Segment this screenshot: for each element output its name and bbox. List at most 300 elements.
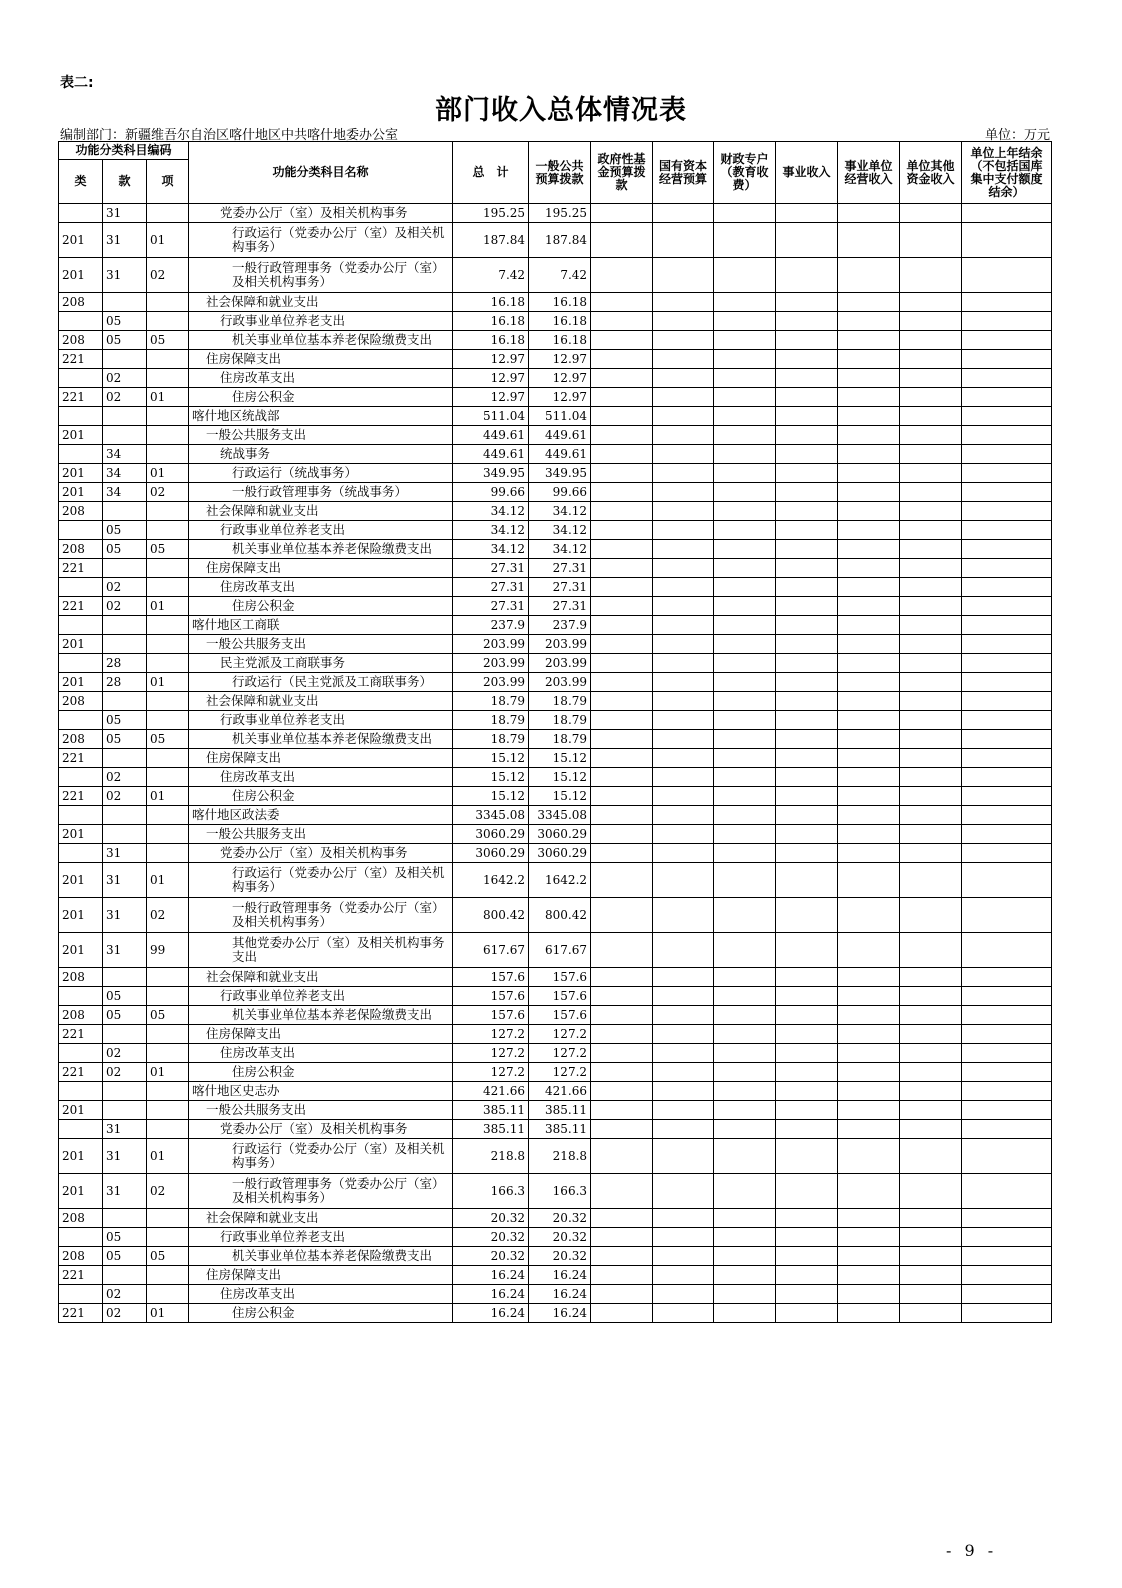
header-name: 功能分类科目名称 bbox=[189, 142, 453, 204]
cell-name: 住房保障支出 bbox=[189, 1025, 453, 1044]
cell-lei: 201 bbox=[59, 933, 103, 968]
cell-total: 15.12 bbox=[453, 768, 529, 787]
cell-gov-fund bbox=[591, 350, 653, 369]
cell-business-income bbox=[838, 502, 900, 521]
table-row bbox=[59, 749, 1052, 768]
cell-total: 617.67 bbox=[453, 933, 529, 968]
cell-gov-fund bbox=[591, 1247, 653, 1266]
cell-career-income bbox=[776, 635, 838, 654]
cell-fiscal-special bbox=[714, 331, 776, 350]
cell-carryover bbox=[962, 968, 1052, 987]
cell-xiang bbox=[147, 616, 189, 635]
cell-lei bbox=[59, 768, 103, 787]
cell-business-income bbox=[838, 673, 900, 692]
cell-name: 喀什地区统战部 bbox=[189, 407, 453, 426]
cell-state-capital bbox=[653, 331, 714, 350]
cell-xiang bbox=[147, 1120, 189, 1139]
cell-total: 16.24 bbox=[453, 1266, 529, 1285]
cell-business-income bbox=[838, 730, 900, 749]
cell-other-income bbox=[900, 844, 962, 863]
cell-kuan bbox=[103, 1025, 147, 1044]
cell-business-income bbox=[838, 1228, 900, 1247]
cell-general-budget: 18.79 bbox=[529, 692, 591, 711]
cell-carryover bbox=[962, 1044, 1052, 1063]
cell-carryover bbox=[962, 597, 1052, 616]
cell-state-capital bbox=[653, 1063, 714, 1082]
cell-lei: 208 bbox=[59, 692, 103, 711]
table-row bbox=[59, 692, 1052, 711]
cell-general-budget: 511.04 bbox=[529, 407, 591, 426]
cell-other-income bbox=[900, 483, 962, 502]
table-row bbox=[59, 673, 1052, 692]
cell-name: 喀什地区政法委 bbox=[189, 806, 453, 825]
cell-kuan: 05 bbox=[103, 730, 147, 749]
cell-name: 其他党委办公厅（室）及相关机构事务支出 bbox=[189, 933, 453, 968]
cell-state-capital bbox=[653, 350, 714, 369]
cell-xiang: 01 bbox=[147, 464, 189, 483]
cell-xiang bbox=[147, 293, 189, 312]
cell-other-income bbox=[900, 692, 962, 711]
table-row bbox=[59, 898, 1052, 933]
header-career-income: 事业收入 bbox=[776, 142, 838, 204]
cell-other-income bbox=[900, 1285, 962, 1304]
cell-kuan bbox=[103, 692, 147, 711]
cell-total: 157.6 bbox=[453, 987, 529, 1006]
cell-lei bbox=[59, 445, 103, 464]
cell-career-income bbox=[776, 223, 838, 258]
cell-gov-fund bbox=[591, 369, 653, 388]
cell-other-income bbox=[900, 223, 962, 258]
cell-total: 800.42 bbox=[453, 898, 529, 933]
header-total: 总 计 bbox=[453, 142, 529, 204]
cell-carryover bbox=[962, 1025, 1052, 1044]
cell-business-income bbox=[838, 1063, 900, 1082]
cell-general-budget: 20.32 bbox=[529, 1228, 591, 1247]
cell-other-income bbox=[900, 987, 962, 1006]
cell-fiscal-special bbox=[714, 1006, 776, 1025]
table-row bbox=[59, 1025, 1052, 1044]
cell-gov-fund bbox=[591, 933, 653, 968]
table-row bbox=[59, 933, 1052, 968]
cell-carryover bbox=[962, 407, 1052, 426]
cell-business-income bbox=[838, 1209, 900, 1228]
cell-business-income bbox=[838, 293, 900, 312]
cell-xiang: 01 bbox=[147, 673, 189, 692]
cell-general-budget: 3345.08 bbox=[529, 806, 591, 825]
cell-fiscal-special bbox=[714, 350, 776, 369]
cell-career-income bbox=[776, 787, 838, 806]
cell-career-income bbox=[776, 968, 838, 987]
cell-xiang bbox=[147, 968, 189, 987]
cell-career-income bbox=[776, 1082, 838, 1101]
cell-total: 16.24 bbox=[453, 1304, 529, 1323]
cell-fiscal-special bbox=[714, 559, 776, 578]
cell-xiang: 02 bbox=[147, 483, 189, 502]
cell-business-income bbox=[838, 407, 900, 426]
cell-other-income bbox=[900, 1025, 962, 1044]
cell-general-budget: 16.18 bbox=[529, 312, 591, 331]
cell-business-income bbox=[838, 1120, 900, 1139]
cell-total: 511.04 bbox=[453, 407, 529, 426]
cell-total: 27.31 bbox=[453, 559, 529, 578]
table-row bbox=[59, 521, 1052, 540]
cell-gov-fund bbox=[591, 1044, 653, 1063]
cell-carryover bbox=[962, 204, 1052, 223]
cell-state-capital bbox=[653, 1082, 714, 1101]
table-row bbox=[59, 597, 1052, 616]
cell-total: 127.2 bbox=[453, 1025, 529, 1044]
cell-fiscal-special bbox=[714, 898, 776, 933]
cell-career-income bbox=[776, 578, 838, 597]
cell-carryover bbox=[962, 1228, 1052, 1247]
cell-total: 34.12 bbox=[453, 521, 529, 540]
cell-business-income bbox=[838, 933, 900, 968]
cell-state-capital bbox=[653, 1247, 714, 1266]
cell-career-income bbox=[776, 1025, 838, 1044]
header-gov-fund: 政府性基金预算拨款 bbox=[591, 142, 653, 204]
cell-fiscal-special bbox=[714, 407, 776, 426]
cell-carryover bbox=[962, 426, 1052, 445]
table-row bbox=[59, 223, 1052, 258]
cell-xiang: 05 bbox=[147, 540, 189, 559]
cell-general-budget: 203.99 bbox=[529, 654, 591, 673]
cell-fiscal-special bbox=[714, 968, 776, 987]
cell-name: 一般行政管理事务（党委办公厅（室）及相关机构事务） bbox=[189, 1174, 453, 1209]
cell-gov-fund bbox=[591, 1025, 653, 1044]
table-row bbox=[59, 1209, 1052, 1228]
cell-general-budget: 385.11 bbox=[529, 1120, 591, 1139]
cell-lei bbox=[59, 1044, 103, 1063]
cell-state-capital bbox=[653, 464, 714, 483]
cell-gov-fund bbox=[591, 898, 653, 933]
cell-total: 20.32 bbox=[453, 1228, 529, 1247]
cell-state-capital bbox=[653, 692, 714, 711]
cell-total: 3060.29 bbox=[453, 825, 529, 844]
cell-fiscal-special bbox=[714, 445, 776, 464]
cell-state-capital bbox=[653, 654, 714, 673]
cell-kuan: 31 bbox=[103, 844, 147, 863]
cell-total: 15.12 bbox=[453, 749, 529, 768]
cell-state-capital bbox=[653, 1285, 714, 1304]
cell-other-income bbox=[900, 863, 962, 898]
cell-fiscal-special bbox=[714, 293, 776, 312]
cell-xiang: 05 bbox=[147, 331, 189, 350]
cell-state-capital bbox=[653, 768, 714, 787]
cell-other-income bbox=[900, 464, 962, 483]
cell-business-income bbox=[838, 1006, 900, 1025]
cell-name: 民主党派及工商联事务 bbox=[189, 654, 453, 673]
cell-name: 党委办公厅（室）及相关机构事务 bbox=[189, 204, 453, 223]
cell-name: 一般行政管理事务（党委办公厅（室）及相关机构事务） bbox=[189, 258, 453, 293]
cell-state-capital bbox=[653, 578, 714, 597]
table-row bbox=[59, 540, 1052, 559]
cell-other-income bbox=[900, 711, 962, 730]
cell-business-income bbox=[838, 711, 900, 730]
cell-business-income bbox=[838, 559, 900, 578]
cell-state-capital bbox=[653, 223, 714, 258]
cell-career-income bbox=[776, 825, 838, 844]
cell-other-income bbox=[900, 597, 962, 616]
table-row bbox=[59, 464, 1052, 483]
cell-carryover bbox=[962, 1082, 1052, 1101]
cell-kuan bbox=[103, 559, 147, 578]
cell-business-income bbox=[838, 540, 900, 559]
cell-carryover bbox=[962, 540, 1052, 559]
cell-carryover bbox=[962, 1120, 1052, 1139]
cell-state-capital bbox=[653, 312, 714, 331]
cell-lei: 201 bbox=[59, 426, 103, 445]
cell-total: 218.8 bbox=[453, 1139, 529, 1174]
cell-fiscal-special bbox=[714, 1044, 776, 1063]
cell-career-income bbox=[776, 388, 838, 407]
cell-kuan: 34 bbox=[103, 483, 147, 502]
cell-kuan: 31 bbox=[103, 933, 147, 968]
cell-business-income bbox=[838, 1285, 900, 1304]
cell-general-budget: 27.31 bbox=[529, 559, 591, 578]
cell-carryover bbox=[962, 616, 1052, 635]
cell-gov-fund bbox=[591, 483, 653, 502]
cell-state-capital bbox=[653, 1174, 714, 1209]
cell-kuan: 05 bbox=[103, 1228, 147, 1247]
cell-xiang bbox=[147, 654, 189, 673]
cell-fiscal-special bbox=[714, 483, 776, 502]
cell-kuan: 31 bbox=[103, 863, 147, 898]
cell-xiang bbox=[147, 1228, 189, 1247]
table-row bbox=[59, 426, 1052, 445]
cell-fiscal-special bbox=[714, 711, 776, 730]
cell-name: 住房保障支出 bbox=[189, 559, 453, 578]
cell-gov-fund bbox=[591, 1174, 653, 1209]
cell-lei: 208 bbox=[59, 1006, 103, 1025]
cell-fiscal-special bbox=[714, 1174, 776, 1209]
cell-carryover bbox=[962, 806, 1052, 825]
header-lei: 类 bbox=[59, 160, 103, 204]
cell-name: 党委办公厅（室）及相关机构事务 bbox=[189, 844, 453, 863]
cell-career-income bbox=[776, 692, 838, 711]
cell-state-capital bbox=[653, 635, 714, 654]
cell-career-income bbox=[776, 1006, 838, 1025]
table-row bbox=[59, 350, 1052, 369]
cell-career-income bbox=[776, 312, 838, 331]
cell-career-income bbox=[776, 258, 838, 293]
cell-general-budget: 16.18 bbox=[529, 331, 591, 350]
cell-name: 住房保障支出 bbox=[189, 1266, 453, 1285]
cell-state-capital bbox=[653, 749, 714, 768]
cell-kuan bbox=[103, 635, 147, 654]
cell-fiscal-special bbox=[714, 1209, 776, 1228]
cell-kuan bbox=[103, 407, 147, 426]
cell-business-income bbox=[838, 825, 900, 844]
cell-career-income bbox=[776, 597, 838, 616]
header-fiscal-special: 财政专户（教育收费） bbox=[714, 142, 776, 204]
table-row bbox=[59, 1247, 1052, 1266]
cell-kuan bbox=[103, 1266, 147, 1285]
cell-kuan: 02 bbox=[103, 787, 147, 806]
cell-kuan: 05 bbox=[103, 1006, 147, 1025]
cell-state-capital bbox=[653, 673, 714, 692]
cell-total: 16.18 bbox=[453, 331, 529, 350]
table-label: 表二: bbox=[60, 75, 94, 91]
cell-kuan: 05 bbox=[103, 540, 147, 559]
cell-business-income bbox=[838, 388, 900, 407]
cell-xiang: 01 bbox=[147, 787, 189, 806]
cell-gov-fund bbox=[591, 825, 653, 844]
cell-total: 18.79 bbox=[453, 692, 529, 711]
cell-name: 住房公积金 bbox=[189, 1063, 453, 1082]
cell-name: 行政事业单位养老支出 bbox=[189, 1228, 453, 1247]
cell-other-income bbox=[900, 388, 962, 407]
cell-state-capital bbox=[653, 559, 714, 578]
cell-xiang bbox=[147, 578, 189, 597]
cell-career-income bbox=[776, 502, 838, 521]
cell-xiang bbox=[147, 844, 189, 863]
cell-carryover bbox=[962, 1247, 1052, 1266]
cell-lei: 221 bbox=[59, 749, 103, 768]
cell-gov-fund bbox=[591, 863, 653, 898]
cell-gov-fund bbox=[591, 407, 653, 426]
cell-general-budget: 449.61 bbox=[529, 426, 591, 445]
cell-career-income bbox=[776, 616, 838, 635]
cell-fiscal-special bbox=[714, 1304, 776, 1323]
cell-xiang bbox=[147, 1025, 189, 1044]
cell-other-income bbox=[900, 730, 962, 749]
cell-gov-fund bbox=[591, 1120, 653, 1139]
cell-kuan: 28 bbox=[103, 654, 147, 673]
cell-gov-fund bbox=[591, 426, 653, 445]
cell-state-capital bbox=[653, 369, 714, 388]
cell-state-capital bbox=[653, 1044, 714, 1063]
cell-xiang: 02 bbox=[147, 258, 189, 293]
cell-fiscal-special bbox=[714, 1228, 776, 1247]
cell-name: 机关事业单位基本养老保险缴费支出 bbox=[189, 1247, 453, 1266]
cell-xiang: 05 bbox=[147, 730, 189, 749]
cell-name: 住房公积金 bbox=[189, 597, 453, 616]
cell-state-capital bbox=[653, 426, 714, 445]
cell-lei bbox=[59, 521, 103, 540]
cell-name: 住房改革支出 bbox=[189, 369, 453, 388]
cell-total: 449.61 bbox=[453, 445, 529, 464]
cell-general-budget: 349.95 bbox=[529, 464, 591, 483]
cell-carryover bbox=[962, 863, 1052, 898]
cell-general-budget: 7.42 bbox=[529, 258, 591, 293]
cell-name: 社会保障和就业支出 bbox=[189, 1209, 453, 1228]
cell-fiscal-special bbox=[714, 730, 776, 749]
cell-state-capital bbox=[653, 987, 714, 1006]
cell-fiscal-special bbox=[714, 987, 776, 1006]
cell-fiscal-special bbox=[714, 1266, 776, 1285]
cell-fiscal-special bbox=[714, 806, 776, 825]
cell-xiang bbox=[147, 987, 189, 1006]
cell-total: 127.2 bbox=[453, 1044, 529, 1063]
cell-name: 行政事业单位养老支出 bbox=[189, 987, 453, 1006]
cell-business-income bbox=[838, 350, 900, 369]
cell-gov-fund bbox=[591, 806, 653, 825]
table-row bbox=[59, 1120, 1052, 1139]
cell-carryover bbox=[962, 1174, 1052, 1209]
cell-gov-fund bbox=[591, 331, 653, 350]
cell-general-budget: 34.12 bbox=[529, 540, 591, 559]
cell-name: 机关事业单位基本养老保险缴费支出 bbox=[189, 331, 453, 350]
cell-state-capital bbox=[653, 933, 714, 968]
cell-lei bbox=[59, 369, 103, 388]
cell-other-income bbox=[900, 1174, 962, 1209]
cell-name: 统战事务 bbox=[189, 445, 453, 464]
cell-fiscal-special bbox=[714, 204, 776, 223]
cell-state-capital bbox=[653, 1101, 714, 1120]
cell-xiang bbox=[147, 711, 189, 730]
cell-business-income bbox=[838, 483, 900, 502]
cell-career-income bbox=[776, 445, 838, 464]
cell-carryover bbox=[962, 223, 1052, 258]
cell-general-budget: 12.97 bbox=[529, 388, 591, 407]
cell-kuan: 02 bbox=[103, 578, 147, 597]
cell-kuan bbox=[103, 1101, 147, 1120]
cell-state-capital bbox=[653, 806, 714, 825]
cell-lei bbox=[59, 1228, 103, 1247]
cell-name: 机关事业单位基本养老保险缴费支出 bbox=[189, 730, 453, 749]
cell-fiscal-special bbox=[714, 1139, 776, 1174]
cell-state-capital bbox=[653, 407, 714, 426]
table-row bbox=[59, 1139, 1052, 1174]
cell-name: 社会保障和就业支出 bbox=[189, 968, 453, 987]
cell-gov-fund bbox=[591, 312, 653, 331]
cell-gov-fund bbox=[591, 787, 653, 806]
cell-career-income bbox=[776, 464, 838, 483]
cell-name: 住房改革支出 bbox=[189, 768, 453, 787]
cell-business-income bbox=[838, 654, 900, 673]
cell-career-income bbox=[776, 407, 838, 426]
cell-kuan: 02 bbox=[103, 768, 147, 787]
cell-career-income bbox=[776, 369, 838, 388]
cell-fiscal-special bbox=[714, 844, 776, 863]
cell-state-capital bbox=[653, 258, 714, 293]
cell-gov-fund bbox=[591, 258, 653, 293]
cell-fiscal-special bbox=[714, 1120, 776, 1139]
cell-kuan: 02 bbox=[103, 1285, 147, 1304]
table-row bbox=[59, 768, 1052, 787]
table-row bbox=[59, 1044, 1052, 1063]
cell-xiang bbox=[147, 1209, 189, 1228]
cell-name: 一般公共服务支出 bbox=[189, 1101, 453, 1120]
cell-general-budget: 16.18 bbox=[529, 293, 591, 312]
table-row bbox=[59, 578, 1052, 597]
cell-general-budget: 203.99 bbox=[529, 673, 591, 692]
cell-kuan: 34 bbox=[103, 445, 147, 464]
cell-general-budget: 34.12 bbox=[529, 521, 591, 540]
table-row bbox=[59, 635, 1052, 654]
cell-xiang bbox=[147, 825, 189, 844]
cell-gov-fund bbox=[591, 768, 653, 787]
table-row bbox=[59, 968, 1052, 987]
cell-other-income bbox=[900, 898, 962, 933]
cell-other-income bbox=[900, 258, 962, 293]
cell-general-budget: 20.32 bbox=[529, 1209, 591, 1228]
cell-name: 喀什地区史志办 bbox=[189, 1082, 453, 1101]
cell-name: 机关事业单位基本养老保险缴费支出 bbox=[189, 540, 453, 559]
cell-career-income bbox=[776, 898, 838, 933]
cell-other-income bbox=[900, 578, 962, 597]
cell-lei: 201 bbox=[59, 825, 103, 844]
cell-state-capital bbox=[653, 540, 714, 559]
table-row bbox=[59, 844, 1052, 863]
table-row bbox=[59, 1063, 1052, 1082]
cell-business-income bbox=[838, 1304, 900, 1323]
cell-state-capital bbox=[653, 521, 714, 540]
cell-name: 行政事业单位养老支出 bbox=[189, 711, 453, 730]
cell-fiscal-special bbox=[714, 540, 776, 559]
cell-lei: 201 bbox=[59, 635, 103, 654]
cell-xiang bbox=[147, 521, 189, 540]
